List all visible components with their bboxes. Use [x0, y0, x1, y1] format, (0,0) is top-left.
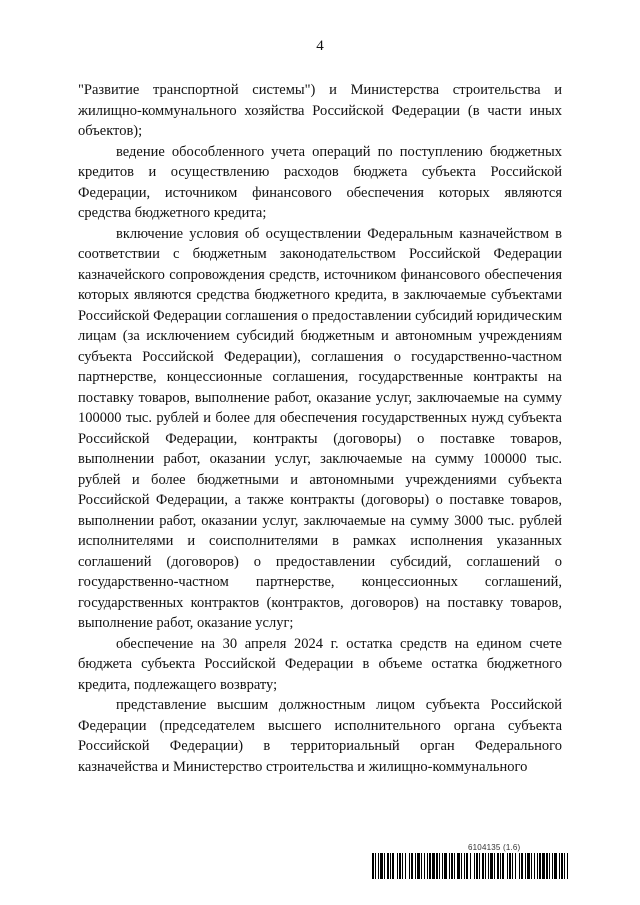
barcode-bar [564, 853, 565, 879]
barcode-bar [476, 853, 478, 879]
barcode-bar [561, 853, 563, 879]
barcode-bar [509, 853, 511, 879]
barcode-bar [427, 853, 428, 879]
document-body [78, 80, 562, 777]
barcode-bar [521, 853, 523, 879]
barcode-bar [507, 853, 508, 879]
barcode-bar [497, 853, 499, 879]
barcode-bar [424, 853, 425, 879]
barcode-bar [387, 853, 389, 879]
barcode-bar [415, 853, 416, 879]
barcode-bar [402, 853, 403, 879]
barcode-bar [451, 853, 453, 879]
barcode-bar [399, 853, 401, 879]
paragraph-separate-accounting: ведение обособленного учета операций по поступлению бюджетных кредитов и осуществлению расходов бюджета субъекта Российской Федерации, источником финансового обеспечения которых являются средства бюджетного кредита; [78, 143, 562, 221]
barcode-bar [512, 853, 513, 879]
barcode-bar [519, 853, 520, 879]
barcode-bar [464, 853, 465, 879]
barcode-bar [554, 853, 557, 879]
barcode-bar [485, 853, 486, 879]
document-code: 6104135 (1.6) [468, 843, 521, 852]
barcode-bar [384, 853, 385, 879]
barcode-bar [539, 853, 541, 879]
barcode-image [372, 853, 568, 879]
barcode-bar [546, 853, 548, 879]
barcode-bar [454, 853, 455, 879]
barcode-bar [482, 853, 484, 879]
barcode-bar [405, 853, 406, 879]
paragraph-continuation: "Развитие транспортной системы") и Министерства строительства и жилищно-коммунального хозяйства Российской Федерации (в части иных объектов); [78, 82, 562, 139]
barcode-bar [542, 853, 545, 879]
barcode-bar [390, 853, 391, 879]
barcode-bar [494, 853, 495, 879]
barcode-bar [525, 853, 526, 879]
barcode-bar [488, 853, 489, 879]
barcode-bar [444, 853, 447, 879]
barcode-bar [470, 853, 471, 879]
barcode-bar [534, 853, 535, 879]
barcode-bar [461, 853, 462, 879]
barcode-bar [375, 853, 376, 879]
paragraph-treasury-support: включение условия об осуществлении Федеральным казначейством в соответствии с бюджетным законодательством Российской Федерации казначейского сопровождения средств, источником финансового обеспечения которых являются средства бюджетного кредита, в заключаемые субъектами Российской Федерации соглашения о предоставлении субсидий юридическим лицам (за исключением субсидий бюджетным и автономным учреждениям субъекта Российской Федерации), соглашения о государственно-частном партнерстве, концессионные соглашения, государственные контракты на поставку товаров, выполнение работ, оказание услуг, заключаемые на сумму 100000 тыс. рублей и более для обеспечения государственных нужд субъекта Российской Федерации, контракты (договоры) о поставке товаров, выполнении работ, оказании услуг, заключаемые на сумму 100000 тыс. рублей и более бюджетными и автономными учреждениями субъекта Российской Федерации, а также контракты (договоры) о поставке товаров, выполнении работ, оказании услуг, заключаемые на сумму 3000 тыс. рублей исполнителями и соисполнителями в рамках исполнения указанных соглашений (договоров) о предоставлении субсидий, соглашений о государственно-частном партнерстве, концессионных соглашений, государственных контрактов (контрактов, договоров) на поставку товаров, выполнение работ, оказание услуг; [78, 225, 562, 631]
barcode-bar [537, 853, 538, 879]
barcode-bar [442, 853, 443, 879]
barcode-bar [436, 853, 438, 879]
barcode-bar [409, 853, 410, 879]
barcode-bar [527, 853, 530, 879]
barcode-bar [515, 853, 516, 879]
barcode-bar [474, 853, 475, 879]
barcode-bar [479, 853, 480, 879]
barcode-bar [549, 853, 550, 879]
barcode-bar [559, 853, 560, 879]
barcode-bar [421, 853, 422, 879]
barcode-bar [432, 853, 435, 879]
barcode-bar [417, 853, 420, 879]
barcode-bar [378, 853, 379, 879]
page-number: 4 [316, 38, 324, 54]
barcode-bar [449, 853, 450, 879]
barcode-bar [392, 853, 394, 879]
barcode-bar [502, 853, 504, 879]
barcode-bar [531, 853, 532, 879]
barcode-bar [500, 853, 501, 879]
barcode-bar [466, 853, 468, 879]
barcode-bar [429, 853, 431, 879]
barcode-bar [380, 853, 383, 879]
barcode-bar [411, 853, 413, 879]
barcode-bar [567, 853, 568, 879]
barcode-bar [457, 853, 460, 879]
barcode-bar [552, 853, 553, 879]
paragraph-balance-provision: обеспечение на 30 апреля 2024 г. остатка средств на едином счете бюджета субъекта Российской Федерации в объеме остатка бюджетного кредита, подлежащего возврату; [78, 635, 562, 693]
barcode-bar [490, 853, 493, 879]
barcode-bar [439, 853, 440, 879]
paragraph-official-submission: представление высшим должностным лицом субъекта Российской Федерации (председателем высшего исполнительного органа субъекта Российской Федерации) в территориальный орган Федерального казначейства и Министерство строительства и жилищно-коммунального [78, 697, 562, 775]
barcode-bar [372, 853, 374, 879]
barcode-bar [397, 853, 398, 879]
